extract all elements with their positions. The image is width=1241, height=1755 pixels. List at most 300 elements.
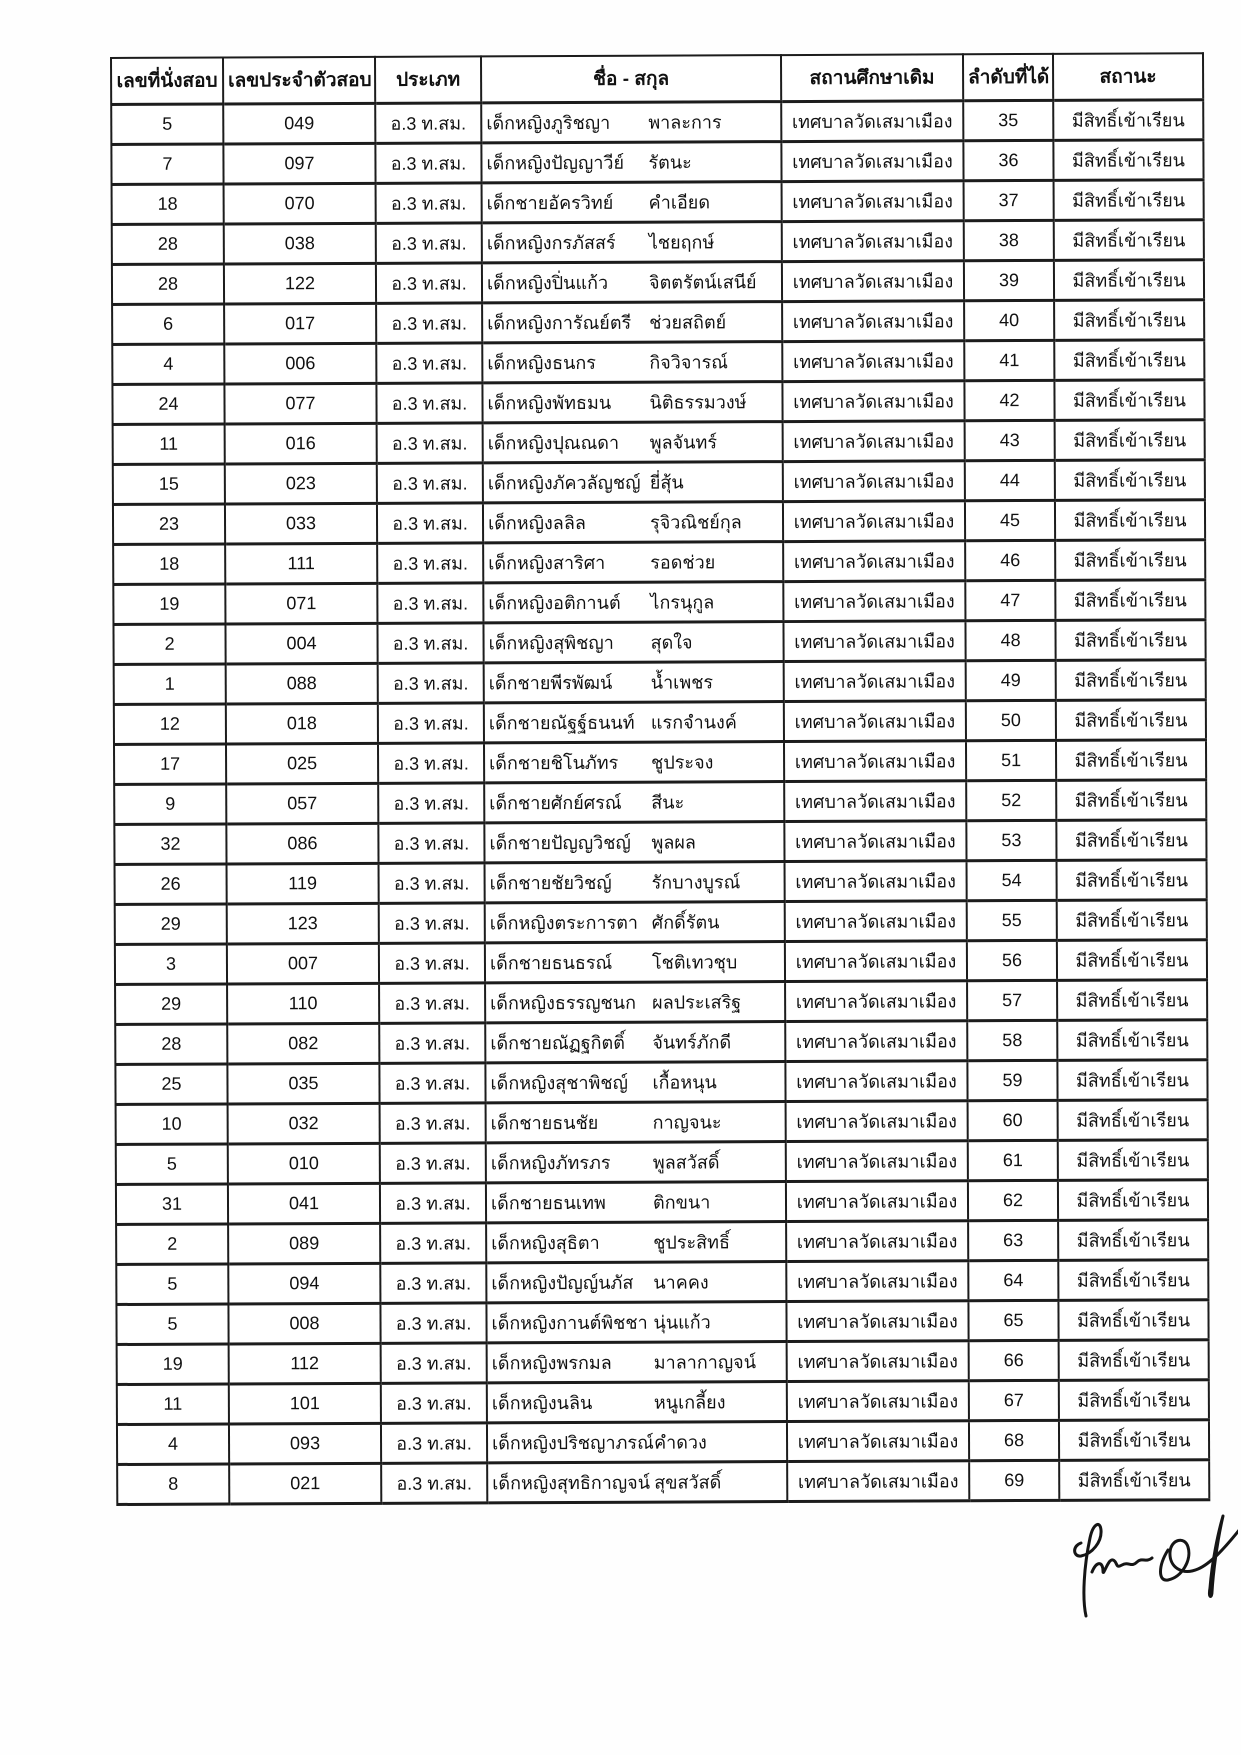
former-school-cell: เทศบาลวัดเสมาเมือง — [782, 381, 964, 422]
header-exam-id: เลขประจำตัวสอบ — [223, 57, 375, 104]
exam-id-cell: 041 — [228, 1183, 380, 1224]
status-cell: มีสิทธิ์เข้าเรียน — [1057, 860, 1207, 901]
seat-no-cell: 26 — [115, 864, 227, 904]
exam-id-cell: 006 — [224, 343, 376, 384]
seat-no-cell: 28 — [115, 1024, 227, 1064]
table-row — [114, 820, 1206, 865]
rank-cell: 69 — [969, 1460, 1059, 1500]
first-name: เด็กหญิงปิ่นแก้ว — [486, 272, 609, 294]
former-school-cell: เทศบาลวัดเสมาเมือง — [785, 861, 967, 902]
name-cell — [485, 1022, 785, 1063]
last-name: ศักดิ์รัตน — [651, 912, 720, 933]
exam-id-cell: 089 — [228, 1223, 380, 1264]
type-cell: อ.3 ท.สม. — [380, 1223, 486, 1263]
type-cell: อ.3 ท.สม. — [376, 383, 482, 423]
table-row — [115, 940, 1207, 985]
former-school-cell: เทศบาลวัดเสมาเมือง — [784, 701, 966, 742]
table-row — [115, 860, 1207, 905]
status-cell: มีสิทธิ์เข้าเรียน — [1055, 580, 1205, 621]
table-row — [114, 660, 1206, 705]
former-school-cell: เทศบาลวัดเสมาเมือง — [785, 1061, 967, 1102]
rank-cell: 49 — [966, 660, 1056, 700]
status-cell: มีสิทธิ์เข้าเรียน — [1055, 540, 1205, 581]
last-name: พูลจันทร์ — [649, 432, 718, 453]
name-cell — [486, 1262, 786, 1303]
first-name: เด็กหญิงพัทธมน — [487, 392, 612, 414]
last-name: ชูประสิทธิ์ — [653, 1232, 731, 1253]
rank-cell: 42 — [964, 380, 1054, 420]
status-cell: มีสิทธิ์เข้าเรียน — [1057, 1020, 1207, 1061]
former-school-cell: เทศบาลวัดเสมาเมือง — [786, 1301, 968, 1342]
first-name: เด็กหญิงปุณณดา — [487, 432, 620, 454]
table-row — [113, 620, 1205, 665]
exam-id-cell: 071 — [225, 583, 377, 624]
name-cell — [481, 102, 781, 143]
name-cell — [486, 1102, 786, 1143]
seat-no-cell: 32 — [114, 824, 226, 864]
type-cell: อ.3 ท.สม. — [377, 543, 483, 583]
table-row — [113, 420, 1205, 465]
status-cell: มีสิทธิ์เข้าเรียน — [1059, 1420, 1209, 1461]
table-row — [112, 180, 1204, 225]
table-row — [113, 580, 1205, 625]
seat-no-cell: 11 — [117, 1384, 229, 1424]
type-cell: อ.3 ท.สม. — [380, 1103, 486, 1143]
rank-cell: 44 — [965, 460, 1055, 500]
exam-id-cell: 004 — [225, 623, 377, 664]
exam-id-cell: 123 — [227, 903, 379, 944]
table-row — [111, 100, 1203, 145]
exam-id-cell: 023 — [225, 463, 377, 504]
name-cell — [482, 222, 782, 263]
rank-cell: 60 — [968, 1100, 1058, 1140]
name-cell — [487, 1462, 787, 1503]
type-cell: อ.3 ท.สม. — [380, 1263, 486, 1303]
seat-no-cell: 5 — [116, 1304, 228, 1344]
rank-cell: 39 — [964, 260, 1054, 300]
table-row — [114, 780, 1206, 825]
type-cell: อ.3 ท.สม. — [380, 1183, 486, 1223]
former-school-cell: เทศบาลวัดเสมาเมือง — [782, 341, 964, 382]
last-name: พาละการ — [648, 112, 722, 133]
table-row — [114, 740, 1206, 785]
exam-id-cell: 057 — [226, 783, 378, 824]
first-name: เด็กหญิงสาริศา — [488, 552, 606, 574]
first-name: เด็กชายธนเทพ — [490, 1192, 606, 1214]
former-school-cell: เทศบาลวัดเสมาเมือง — [781, 141, 963, 182]
table-row — [115, 900, 1207, 945]
rank-cell: 65 — [968, 1300, 1058, 1340]
name-cell — [485, 1062, 785, 1103]
type-cell: อ.3 ท.สม. — [377, 463, 483, 503]
name-cell — [482, 382, 782, 423]
rank-cell: 58 — [967, 1020, 1057, 1060]
first-name: เด็กหญิงลลิล — [487, 512, 586, 534]
rank-cell: 63 — [968, 1220, 1058, 1260]
first-name: เด็กหญิงภูริชญา — [486, 112, 611, 134]
rank-cell: 41 — [964, 340, 1054, 380]
status-cell: มีสิทธิ์เข้าเรียน — [1055, 420, 1205, 461]
type-cell: อ.3 ท.สม. — [379, 903, 485, 943]
type-cell: อ.3 ท.สม. — [379, 1023, 485, 1063]
name-cell — [484, 662, 784, 703]
exam-id-cell: 101 — [229, 1383, 381, 1424]
header-type: ประเภท — [375, 56, 481, 103]
former-school-cell: เทศบาลวัดเสมาเมือง — [784, 661, 966, 702]
seat-no-cell: 8 — [117, 1464, 229, 1504]
rank-cell: 38 — [964, 220, 1054, 260]
last-name: นิติธรรมวงษ์ — [649, 392, 747, 413]
name-cell — [482, 342, 782, 383]
first-name: เด็กหญิงธรรญชนก — [490, 992, 636, 1014]
type-cell: อ.3 ท.สม. — [378, 663, 484, 703]
type-cell: อ.3 ท.สม. — [379, 863, 485, 903]
rank-cell: 40 — [964, 300, 1054, 340]
type-cell: อ.3 ท.สม. — [376, 183, 482, 223]
type-cell: อ.3 ท.สม. — [380, 1303, 486, 1343]
former-school-cell: เทศบาลวัดเสมาเมือง — [781, 101, 963, 142]
exam-id-cell: 097 — [223, 143, 375, 184]
last-name: นุ่นแก้ว — [653, 1312, 711, 1333]
rank-cell: 52 — [966, 780, 1056, 820]
name-cell — [486, 1302, 786, 1343]
status-cell: มีสิทธิ์เข้าเรียน — [1054, 180, 1204, 221]
last-name: จิตตรัตน์เสนีย์ — [648, 272, 757, 293]
former-school-cell: เทศบาลวัดเสมาเมือง — [786, 1261, 968, 1302]
first-name: เด็กหญิงปัญญาวีย์ — [486, 152, 625, 174]
former-school-cell: เทศบาลวัดเสมาเมือง — [783, 501, 965, 542]
table-header-row — [111, 53, 1203, 104]
table-row — [115, 1060, 1207, 1105]
first-name: เด็กชายธนชัย — [490, 1112, 599, 1134]
name-cell — [485, 862, 785, 903]
exam-id-cell: 088 — [226, 663, 378, 704]
type-cell: อ.3 ท.สม. — [381, 1463, 487, 1503]
status-cell: มีสิทธิ์เข้าเรียน — [1055, 500, 1205, 541]
first-name: เด็กหญิงอติกานต์ — [488, 592, 621, 614]
exam-id-cell: 111 — [225, 543, 377, 584]
type-cell: อ.3 ท.สม. — [378, 703, 484, 743]
results-table-container — [110, 52, 1210, 1506]
exam-id-cell: 077 — [224, 383, 376, 424]
table-row — [112, 340, 1204, 385]
seat-no-cell: 25 — [115, 1064, 227, 1104]
type-cell: อ.3 ท.สม. — [377, 623, 483, 663]
name-cell — [485, 982, 785, 1023]
exam-id-cell: 070 — [224, 183, 376, 224]
exam-id-cell: 018 — [226, 703, 378, 744]
exam-id-cell: 112 — [229, 1343, 381, 1384]
rank-cell: 55 — [967, 900, 1057, 940]
last-name: พูลผล — [651, 832, 696, 853]
type-cell: อ.3 ท.สม. — [379, 943, 485, 983]
table-row — [115, 1020, 1207, 1065]
table-row — [117, 1460, 1209, 1505]
name-cell — [486, 1182, 786, 1223]
type-cell: อ.3 ท.สม. — [376, 263, 482, 303]
name-cell — [483, 422, 783, 463]
header-name: ชื่อ - สกุล — [481, 55, 781, 103]
type-cell: อ.3 ท.สม. — [381, 1343, 487, 1383]
last-name: มาลากาญจน์ — [653, 1352, 757, 1373]
former-school-cell: เทศบาลวัดเสมาเมือง — [783, 621, 965, 662]
name-cell — [482, 302, 782, 343]
status-cell: มีสิทธิ์เข้าเรียน — [1058, 1100, 1208, 1141]
rank-cell: 47 — [965, 580, 1055, 620]
table-row — [116, 1300, 1208, 1345]
seat-no-cell: 6 — [112, 304, 224, 344]
status-cell: มีสิทธิ์เข้าเรียน — [1054, 260, 1204, 301]
table-row — [112, 380, 1204, 425]
last-name: ยี่สุ้น — [649, 472, 684, 493]
status-cell: มีสิทธิ์เข้าเรียน — [1053, 100, 1203, 141]
type-cell: อ.3 ท.สม. — [379, 983, 485, 1023]
seat-no-cell: 3 — [115, 944, 227, 984]
first-name: เด็กชายณัฏฐกิตติ์ — [490, 1032, 625, 1054]
rank-cell: 56 — [967, 940, 1057, 980]
former-school-cell: เทศบาลวัดเสมาเมือง — [785, 1021, 967, 1062]
table-row — [112, 260, 1204, 305]
rank-cell: 67 — [969, 1380, 1059, 1420]
former-school-cell: เทศบาลวัดเสมาเมือง — [786, 1141, 968, 1182]
exam-id-cell: 007 — [227, 943, 379, 984]
status-cell: มีสิทธิ์เข้าเรียน — [1058, 1220, 1208, 1261]
name-cell — [483, 502, 783, 543]
last-name: ไชยฤกษ์ — [648, 232, 715, 253]
seat-no-cell: 5 — [116, 1264, 228, 1304]
last-name: กาญจนะ — [652, 1112, 722, 1133]
former-school-cell: เทศบาลวัดเสมาเมือง — [787, 1341, 969, 1382]
table-row — [116, 1140, 1208, 1185]
former-school-cell: เทศบาลวัดเสมาเมือง — [785, 981, 967, 1022]
type-cell: อ.3 ท.สม. — [379, 1063, 485, 1103]
rank-cell: 51 — [966, 740, 1056, 780]
first-name: เด็กหญิงการัณย์ตรี — [487, 312, 632, 334]
former-school-cell: เทศบาลวัดเสมาเมือง — [782, 301, 964, 342]
exam-id-cell: 008 — [228, 1303, 380, 1344]
table-row — [113, 540, 1205, 585]
seat-no-cell: 15 — [113, 464, 225, 504]
last-name: นาคคง — [653, 1272, 709, 1293]
rank-cell: 35 — [963, 100, 1053, 140]
type-cell: อ.3 ท.สม. — [377, 503, 483, 543]
status-cell: มีสิทธิ์เข้าเรียน — [1058, 1260, 1208, 1301]
header-former-school: สถานศึกษาเดิม — [781, 54, 963, 101]
former-school-cell: เทศบาลวัดเสมาเมือง — [785, 901, 967, 942]
exam-id-cell: 086 — [226, 823, 378, 864]
status-cell: มีสิทธิ์เข้าเรียน — [1058, 1140, 1208, 1181]
table-row — [116, 1220, 1208, 1265]
status-cell: มีสิทธิ์เข้าเรียน — [1054, 380, 1204, 421]
former-school-cell: เทศบาลวัดเสมาเมือง — [784, 741, 966, 782]
status-cell: มีสิทธิ์เข้าเรียน — [1054, 220, 1204, 261]
exam-id-cell: 038 — [224, 223, 376, 264]
exam-id-cell: 122 — [224, 263, 376, 304]
first-name: เด็กชายพีรพัฒน์ — [488, 672, 613, 694]
first-name: เด็กหญิงพรกมล — [491, 1352, 612, 1374]
last-name: คำดวง — [654, 1432, 707, 1453]
table-row — [117, 1340, 1209, 1385]
last-name: ติกขนา — [652, 1192, 711, 1213]
last-name: ชูประจง — [651, 752, 714, 773]
rank-cell: 48 — [965, 620, 1055, 660]
status-cell: มีสิทธิ์เข้าเรียน — [1056, 660, 1206, 701]
exam-id-cell: 032 — [228, 1103, 380, 1144]
former-school-cell: เทศบาลวัดเสมาเมือง — [783, 421, 965, 462]
seat-no-cell: 18 — [113, 544, 225, 584]
rank-cell: 53 — [966, 820, 1056, 860]
rank-cell: 54 — [967, 860, 1057, 900]
name-cell — [487, 1342, 787, 1383]
status-cell: มีสิทธิ์เข้าเรียน — [1058, 1180, 1208, 1221]
rank-cell: 57 — [967, 980, 1057, 1020]
first-name: เด็กชายธนธรณ์ — [489, 952, 613, 974]
status-cell: มีสิทธิ์เข้าเรียน — [1059, 1340, 1209, 1381]
first-name: เด็กหญิงนลิน — [491, 1392, 593, 1414]
last-name: ผลประเสริฐ — [652, 992, 742, 1013]
header-rank: ลำดับที่ได้ — [963, 54, 1053, 101]
former-school-cell: เทศบาลวัดเสมาเมือง — [786, 1101, 968, 1142]
seat-no-cell: 4 — [117, 1424, 229, 1464]
exam-id-cell: 010 — [228, 1143, 380, 1184]
last-name: สุดใจ — [650, 632, 693, 653]
name-cell — [484, 742, 784, 783]
seat-no-cell: 29 — [115, 984, 227, 1024]
former-school-cell: เทศบาลวัดเสมาเมือง — [782, 261, 964, 302]
first-name: เด็กชายณัฐฐ์ธนนท์ — [488, 712, 635, 734]
exam-id-cell: 049 — [223, 103, 375, 144]
last-name: สีนะ — [651, 792, 685, 813]
seat-no-cell: 28 — [112, 224, 224, 264]
name-cell — [483, 622, 783, 663]
first-name: เด็กหญิงภัควลัญชญ์ — [487, 472, 641, 494]
table-row — [112, 220, 1204, 265]
first-name: เด็กหญิงภัทรภร — [490, 1152, 611, 1174]
former-school-cell: เทศบาลวัดเสมาเมือง — [784, 821, 966, 862]
seat-no-cell: 31 — [116, 1184, 228, 1224]
seat-no-cell: 28 — [112, 264, 224, 304]
seat-no-cell: 4 — [112, 344, 224, 384]
first-name: เด็กหญิงปริชญาภรณ์ — [492, 1432, 654, 1454]
last-name: สุขสวัสดิ์ — [654, 1472, 722, 1493]
table-row — [116, 1260, 1208, 1305]
rank-cell: 50 — [966, 700, 1056, 740]
rank-cell: 37 — [964, 180, 1054, 220]
status-cell: มีสิทธิ์เข้าเรียน — [1053, 140, 1203, 181]
type-cell: อ.3 ท.สม. — [376, 223, 482, 263]
type-cell: อ.3 ท.สม. — [375, 143, 481, 183]
last-name: หนูเกลี้ยง — [653, 1392, 726, 1413]
exam-id-cell: 025 — [226, 743, 378, 784]
seat-no-cell: 10 — [116, 1104, 228, 1144]
last-name: รุจิวณิชย์กุล — [649, 512, 742, 533]
table-row — [116, 1100, 1208, 1145]
status-cell: มีสิทธิ์เข้าเรียน — [1059, 1460, 1209, 1501]
name-cell — [486, 1222, 786, 1263]
seat-no-cell: 29 — [115, 904, 227, 944]
exam-id-cell: 016 — [225, 423, 377, 464]
first-name: เด็กหญิงธนกร — [487, 352, 596, 374]
status-cell: มีสิทธิ์เข้าเรียน — [1057, 980, 1207, 1021]
exam-id-cell: 093 — [229, 1423, 381, 1464]
exam-id-cell: 033 — [225, 503, 377, 544]
type-cell: อ.3 ท.สม. — [377, 423, 483, 463]
name-cell — [484, 782, 784, 823]
status-cell: มีสิทธิ์เข้าเรียน — [1056, 780, 1206, 821]
seat-no-cell: 23 — [113, 504, 225, 544]
status-cell: มีสิทธิ์เข้าเรียน — [1057, 900, 1207, 941]
first-name: เด็กชายศักย์ศรณ์ — [489, 792, 622, 814]
table-row — [116, 1180, 1208, 1225]
status-cell: มีสิทธิ์เข้าเรียน — [1055, 460, 1205, 501]
table-row — [117, 1420, 1209, 1465]
name-cell — [483, 582, 783, 623]
status-cell: มีสิทธิ์เข้าเรียน — [1054, 340, 1204, 381]
former-school-cell: เทศบาลวัดเสมาเมือง — [782, 221, 964, 262]
type-cell: อ.3 ท.สม. — [378, 783, 484, 823]
type-cell: อ.3 ท.สม. — [378, 823, 484, 863]
name-cell — [482, 182, 782, 223]
seat-no-cell: 5 — [111, 104, 223, 144]
rank-cell: 62 — [968, 1180, 1058, 1220]
first-name: เด็กชายปัญญวิชญ์ — [489, 832, 631, 854]
type-cell: อ.3 ท.สม. — [375, 103, 481, 143]
results-table — [110, 52, 1210, 1506]
exam-id-cell: 017 — [224, 303, 376, 344]
status-cell: มีสิทธิ์เข้าเรียน — [1056, 700, 1206, 741]
name-cell — [484, 702, 784, 743]
table-row — [111, 140, 1203, 185]
seat-no-cell: 9 — [114, 784, 226, 824]
exam-id-cell: 119 — [227, 863, 379, 904]
rank-cell: 68 — [969, 1420, 1059, 1460]
rank-cell: 45 — [965, 500, 1055, 540]
exam-id-cell: 110 — [227, 983, 379, 1024]
first-name: เด็กหญิงสุชาพิชญ์ — [490, 1072, 628, 1094]
rank-cell: 36 — [963, 140, 1053, 180]
last-name: น้ำเพชร — [650, 672, 714, 693]
name-cell — [486, 1142, 786, 1183]
seat-no-cell: 12 — [114, 704, 226, 744]
seat-no-cell: 2 — [113, 624, 225, 664]
type-cell: อ.3 ท.สม. — [376, 343, 482, 383]
last-name: ไกรนุกูล — [650, 592, 715, 613]
seat-no-cell: 11 — [113, 424, 225, 464]
last-name: ช่วยสถิตย์ — [649, 312, 727, 333]
rank-cell: 61 — [968, 1140, 1058, 1180]
first-name: เด็กหญิงสุพิชญา — [488, 632, 614, 654]
seat-no-cell: 17 — [114, 744, 226, 784]
rank-cell: 64 — [968, 1260, 1058, 1300]
exam-id-cell: 094 — [228, 1263, 380, 1304]
former-school-cell: เทศบาลวัดเสมาเมือง — [784, 781, 966, 822]
former-school-cell: เทศบาลวัดเสมาเมือง — [787, 1381, 969, 1422]
status-cell: มีสิทธิ์เข้าเรียน — [1058, 1300, 1208, 1341]
status-cell: มีสิทธิ์เข้าเรียน — [1057, 1060, 1207, 1101]
signature-icon — [1048, 1488, 1238, 1623]
last-name: เกื้อหนุน — [652, 1072, 717, 1093]
type-cell: อ.3 ท.สม. — [377, 583, 483, 623]
former-school-cell: เทศบาลวัดเสมาเมือง — [783, 461, 965, 502]
exam-id-cell: 035 — [227, 1063, 379, 1104]
first-name: เด็กหญิงตระการตา — [489, 912, 639, 934]
name-cell — [482, 262, 782, 303]
last-name: คำเอียด — [648, 192, 711, 213]
table-row — [114, 700, 1206, 745]
first-name: เด็กหญิงปัญญ์นภัส — [491, 1272, 634, 1294]
status-cell: มีสิทธิ์เข้าเรียน — [1055, 620, 1205, 661]
rank-cell: 66 — [969, 1340, 1059, 1380]
